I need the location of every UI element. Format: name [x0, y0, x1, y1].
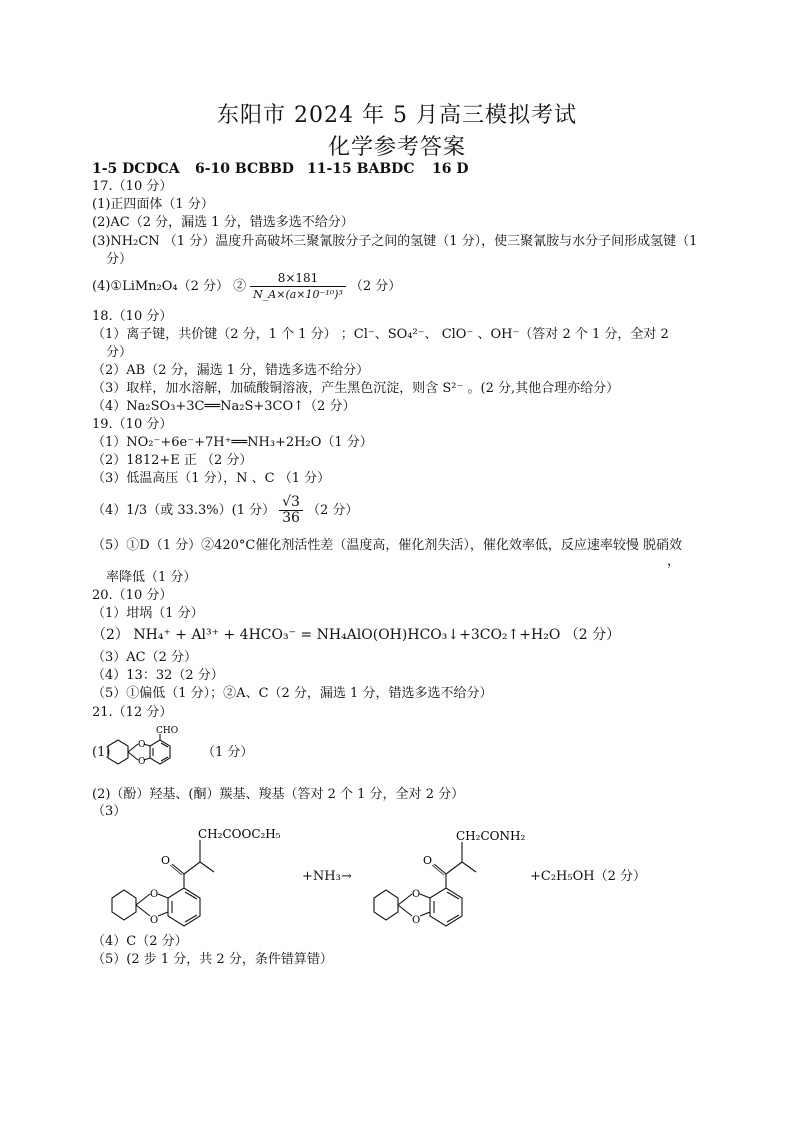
q19-part4-text: （4）1/3（或 33.3%）(1 分） — [92, 503, 276, 518]
q19-part4-score: （2 分） — [306, 503, 359, 518]
choice-group-3: 11-15 BABDC — [307, 161, 415, 177]
oxygen-label: O — [150, 889, 159, 900]
q19-part2: （2）1812+E 正 （2 分） — [92, 453, 253, 468]
q21-part1-label: (1) — [92, 745, 111, 760]
q18-part1: （1）离子键，共价键（2 分，1 个 1 分） ；Cl⁻、SO₄²⁻、 ClO⁻ 、OH⁻（答对 2 个 1 分，全对 2 — [92, 327, 669, 342]
page-title: 东阳市 2024 年 5 月高三模拟考试 — [217, 103, 577, 128]
oxygen-label: O — [138, 757, 146, 767]
choice-group-2: 6-10 BCBBD — [195, 161, 294, 177]
q17-part4-score: （2 分） — [349, 279, 402, 294]
q17-part4-text: (4)①LiMn₂O₄（2 分） ② — [92, 279, 247, 294]
oxygen-label: O — [412, 889, 421, 900]
q17-heading: 17.（10 分） — [92, 179, 173, 194]
q21-reactant-structure — [106, 826, 296, 934]
q18-part1-cont: 分） — [106, 345, 133, 360]
cho-label: CHO — [156, 726, 179, 736]
oxygen-label: O — [138, 740, 146, 750]
q17-part3: (3)NH₂CN （1 分）温度升高破坏三聚氰胺分子之间的氢键（1 分），使三聚氰胺与水分子间形成氢键（1 — [92, 234, 698, 249]
q17-part4 — [92, 270, 401, 304]
q17-fraction-numerator: 8×181 — [250, 271, 346, 287]
page-subtitle: 化学参考答案 — [327, 135, 466, 160]
ketone-oxygen-label: O — [423, 854, 433, 867]
q19-fraction — [279, 495, 303, 526]
q17-fraction-denominator: N_A×(a×10⁻¹⁰)³ — [253, 288, 343, 301]
q17-part2: (2)AC（2 分，漏选 1 分，错选多选不给分） — [92, 215, 354, 230]
q18-part3: （3）取样，加水溶解，加硫酸铜溶液，产生黑色沉淀，则含 S²⁻ 。(2 分,其他合理亦给分） — [92, 381, 620, 396]
q21-part1-score: （1 分） — [202, 745, 254, 760]
q19-part1: （1）NO₂⁻+6e⁻+7H⁺══NH₃+2H₂O（1 分） — [92, 435, 373, 450]
choice-group-4: 16 D — [432, 161, 469, 177]
q19-heading: 19.（10 分） — [92, 417, 173, 432]
q20-part4: （4）13：32（2 分） — [92, 668, 224, 683]
q19-part4 — [92, 492, 358, 530]
q20-part3: （3）AC（2 分） — [92, 650, 198, 665]
q19-part5: （5）①D（1 分）②420°C催化剂活性差（温度高，催化剂失活），催化效率低，反应速率较慢 脱硝效 — [92, 538, 682, 553]
choice-group-1: 1-5 DCDCA — [92, 161, 180, 177]
q20-heading: 20.（10 分） — [92, 588, 173, 603]
q17-part3-cont: 分） — [106, 252, 133, 267]
q17-fraction — [250, 271, 346, 302]
q20-part2: （2） NH₄⁺ + Al³⁺ + 4HCO₃⁻ = NH₄AlO(OH)HCO₃↓+3CO₂↑+H₂O （2 分） — [92, 627, 621, 643]
ketone-oxygen-label: O — [161, 854, 171, 867]
q20-part1: （1）坩埚（1 分） — [92, 606, 204, 621]
q19-part5-cont: 率降低（1 分） — [106, 570, 197, 585]
q21-heading: 21.（12 分） — [92, 705, 173, 720]
ester-substituent: CH₂COOC₂H₅ — [198, 827, 281, 841]
reaction-plus-ethanol: +C₂H₅OH（2 分） — [530, 869, 646, 884]
reaction-plus-ammonia: +NH₃→ — [302, 869, 352, 884]
q18-heading: 18.（10 分） — [92, 309, 173, 324]
q21-part4: （4）C（2 分） — [92, 934, 188, 949]
q20-part5: （5）①偏低（1 分）；②A、C（2 分，漏选 1 分，错选多选不给分） — [92, 686, 493, 701]
q19-part5-comma: ， — [667, 554, 681, 569]
q19-fraction-numerator: √3 — [279, 495, 303, 511]
q21-part2: (2)（酚）羟基、(酮）羰基、羧基（答对 2 个 1 分，全对 2 分） — [92, 787, 465, 802]
oxygen-label: O — [412, 915, 421, 926]
q21-part5: （5）(2 步 1 分，共 2 分，条件错算错） — [92, 952, 333, 967]
q17-part1: (1)正四面体（1 分） — [92, 197, 214, 212]
amide-substituent: CH₂CONH₂ — [456, 829, 526, 843]
q19-part3: （3）低温高压（1 分），N 、C （1 分） — [92, 471, 331, 486]
q18-part4: （4）Na₂SO₃+3C══Na₂S+3CO↑（2 分） — [92, 399, 356, 414]
oxygen-label: O — [150, 915, 159, 926]
q21-part3-label: （3） — [92, 804, 127, 819]
q19-fraction-denominator: 36 — [282, 510, 300, 526]
q21-structure-1 — [104, 724, 194, 782]
q18-part2: （2）AB（2 分，漏选 1 分，错选多选不给分） — [92, 363, 370, 378]
q21-product-structure — [368, 828, 538, 934]
